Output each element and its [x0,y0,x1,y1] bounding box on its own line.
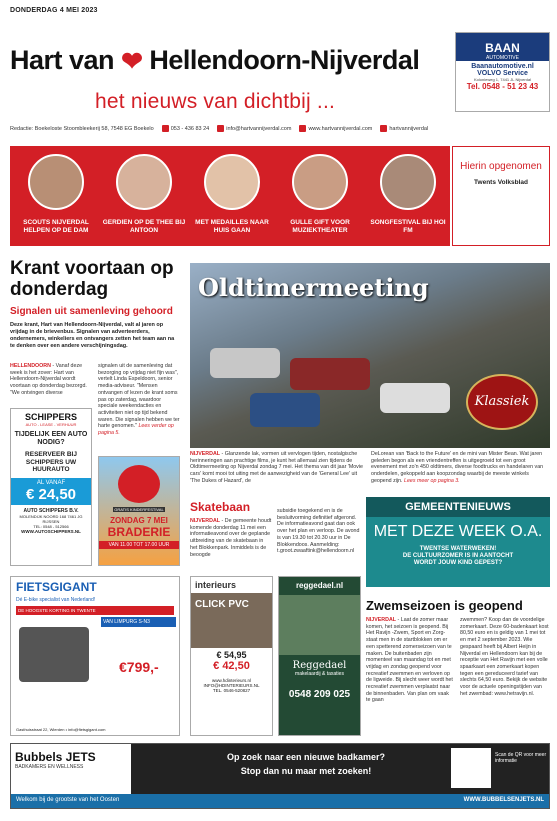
lead-more-link[interactable]: Lees verder op pagina 5. [98,423,174,437]
schippers-company: AUTO SCHIPPERS B.V. [23,507,79,514]
schippers-cta: RESERVEER BIJ SCHIPPERS UW HUURAUTO [25,451,77,473]
baan-url: Baanautomotive.nl [471,63,534,70]
gem-l2: DE CULTUURZOMER IS IN AANTOCHT [402,553,514,559]
zwem-c1-text: - Laat de zomer maar komen, het seizoen is geopend. Bij Het Ravijn -Zwem, Sport en Zorg- staat men in de startblokken om er een spetterend zomerseizoen van te maken. De buitenbaden zijn momenteel van maandag tot en met vrijdag en zondag geopend voor recreatief zwemmen en verloven op de ligweide. Bij slecht weer wordt het recreatief zwemmen verplaatst naar de binnenbaden. Van plan om vaak te gaan [366,617,453,704]
masthead[interactable] [10,45,419,77]
hd-price2: € 42,50 [213,660,250,672]
schippers-q: TIJDELIJK EEN AUTO NODIG? [14,431,88,446]
social-item[interactable] [380,125,428,132]
gemeentenieuws-ad[interactable] [366,497,550,587]
bubbels-web[interactable]: WWW.BUBBELSENJETS.NL [463,797,544,803]
skate-col1 [190,518,272,558]
regg-name: Reggedael [292,660,347,671]
character-image [118,465,160,503]
lead-dateline: HELLENDOORN [10,363,51,369]
braderie-line1: ZONDAG 7 MEI [110,516,168,525]
teaser-caption: GERDIEN OP DE THEE BIJ ANTOON [102,219,186,234]
car-image [290,358,370,390]
car-image [250,393,320,427]
main-more-link[interactable]: Lees meer op pagina 3. [404,477,460,484]
fiets-promo: VAN LIMPURG S-N3 [101,617,176,627]
bubbels-brand: Bubbels JETS [15,750,96,764]
bubbels-qr-text: Scan de QR voor meer informatie [495,752,547,764]
web-text[interactable]: www.hartvannijverdal.com [308,125,373,132]
schippers-web[interactable]: WWW.AUTOSCHIPPERS.NL [21,528,81,534]
price-pre: AL VANAF [36,479,66,486]
skate-col2: subsidie toegekend en is de besluitvorming definitief afgerond. De informatieavond gaat dan ook over het plan en verloop. De avond is van 19.30 tot 20.30 uur in De Blokkendoos. Aanmelding: t.groot.zwaaftink@hellendoorn.nl [277,508,360,555]
teaser-band [10,146,450,246]
schippers-logo: SCHIPPERS [11,409,91,422]
heart-icon: ❤ [121,46,143,76]
baan-address: Kolonieweg 1, 7441 JL Nijverdal [474,77,531,82]
phone-item [162,125,210,132]
hierin-line2: Twents Volksblad [474,179,528,186]
baan-tel: Tel. 0548 - 51 23 43 [466,82,539,91]
car-image [210,348,280,378]
bubbels-logo [11,744,131,794]
masthead-left: Hart van [10,45,115,75]
bubbels-tag: BADKAMERS EN WELLNESS [15,764,84,770]
teaser-photo [292,154,348,210]
hd-tel: TEL. 0546-520827 [212,688,251,693]
teaser-photo [28,154,84,210]
teaser-caption: MET MEDAILLES NAAR HUIS GAAN [195,219,269,234]
house-image [279,595,360,655]
hd-web[interactable]: www.hdinterieurs.nl [211,678,252,683]
teaser-caption: GULLE GIFT VOOR MUZIEKTHEATER [290,219,350,234]
main-caption-right-text: DeLorean van 'Back to the Future' en de mini van Mister Bean. Wat jaren geleden begon als een vriendentreffen is uitgegroeid tot een groot evenement met zo'n 450 oldtimers, diverse foodtrucks en handelaren van onderdelen, gekoppeld aan koopzondag waarbij de meeste winkels geopend zijn. [371,451,544,484]
baan-ad[interactable] [455,32,550,112]
bubbels-promo2: Stop dan nu maar met zoeken! [240,766,372,776]
teaser-3[interactable] [190,154,274,235]
teaser-4[interactable] [278,154,362,235]
braderie-tag: GRATIS KINDERFESTIVAL [114,507,164,512]
hd-price1: € 54,95 [216,650,247,660]
baan-logo [456,33,549,61]
price: € 24,50 [25,485,77,503]
klassiek-badge: Klassiek [466,374,538,430]
skate-dateline: NIJVERDAL [190,518,221,524]
hd-floor-image [191,593,272,648]
fiets-banner: DE HOOGSTE KORTING IN TWENTE [16,606,174,615]
regg-tel: 0548 209 025 [288,689,351,700]
hierin-box [452,146,550,246]
teaser-caption: SONGFESTIVAL BIJ HOI FM [370,219,446,234]
schippers-ad[interactable] [10,408,92,566]
skate-c1-text: - De gemeente houdt komende donderdag 11 mei een informatieavond over de geplande uitbreiding van de skatebaan in het Blokkenpark. Inmiddels is de beoogde [190,518,272,558]
schippers-tel: TEL: 0548 - 512566 [33,523,69,529]
main-caption-left [190,451,365,485]
zwem-col2: zwemmen? Koop dan de voordelige zomerkaart. Deze 60-badenkaart kost 80,50 euro en is geldig van 1 mei tot en met 2 september 2023. Wie gespaard heeft bij Albert Heijn in Nijverdal en Hellendoorn kan bij de receptie van Het Ravijn met een volle spaarkaart een zomerkaart kopen tegen een gereduceerd tarief van slechts 64,50 euro. Bekijk de website voor de actuele openingstijden van het zwembad: www.hetravijn.nl. [460,617,549,697]
baan-sub: AUTOMOTIVE [486,55,519,61]
lead-col2-text: signalen uit de samenleving dat bezorging op vrijdag niet fijn was", vertelt Linda Espeldoorn, senior media-adviseur. "Mensen ontvangen of lezen de krant soms pas op zaterdag, waardoor speciale weekendacties en activiteiten niet op tijd bekend waren. Die signalen hebben we ter harte genomen." [98,363,180,430]
email-text[interactable]: info@hartvannijverdal.com [226,125,292,132]
phone-icon [162,125,169,132]
bubbels-footer [11,794,549,808]
fiets-price: €799,- [119,659,159,675]
baan-name: BAAN [485,41,520,55]
zwem-col1 [366,617,454,704]
fietsgigant-ad[interactable] [10,576,180,736]
teaser-2[interactable] [102,154,186,235]
email-item[interactable] [217,125,291,132]
gem-l3: WORDT JOUW KIND GEPEST? [413,560,503,566]
bubbels-welcome: Welkom bij de grootste van het Oosten [16,797,120,803]
issue-date: DONDERDAG 4 MEI 2023 [10,7,98,14]
gem-l1: TWENTSE WATERWEKEN! [419,546,497,552]
teaser-1[interactable] [14,154,98,235]
fiets-tag: Dé E-bike specialist van Nederland! [16,597,96,603]
braderie-ad[interactable] [98,456,180,566]
main-dateline: NIJVERDAL [190,451,221,457]
masthead-right: Hellendoorn-Nijverdal [149,45,420,75]
lead-subtitle: Signalen uit samenleving gehoord [10,306,173,317]
bubbels-ad[interactable] [10,743,550,809]
braderie-line2: BRADERIE [107,525,171,539]
contact-bar [10,125,550,132]
schippers-tag: AUTO - LEASE - VERHUUR [25,422,77,427]
fiets-addr: Gasthuisstraat 22, Wierden • info@fietsgigant.com [16,727,106,732]
mail-icon [217,125,224,132]
gem-title: GEMEENTENIEUWS [366,497,550,517]
bike-image [19,627,89,682]
hierin-line1: Hierin opgenomen [460,161,542,172]
main-caption-left-text: - Glanzende lak, vormen uit vervlogen tijden, nostalgische herinneringen aan prachtige films, je kunt het allemaal zien tijdens de Oldtimermeeting op Nijverdal zondag 7 mei. Het thema van dit jaar 'Movie cars' komt mooi tot uiting met de aanwezigheid van de 'General Lee' uit 'The Dukes of Hazard', de [190,451,363,484]
teaser-caption: SCOUTS NIJVERDAL HELPEN OP DE DAM [23,219,89,234]
globe-icon [299,125,306,132]
web-item[interactable] [299,125,372,132]
facebook-icon [380,125,387,132]
hd-brand: interieurs [195,580,237,590]
gem-sub: MET DEZE WEEK O.A. [373,523,543,540]
qr-code-icon[interactable] [451,748,491,788]
hd-interieurs-ad[interactable] [190,576,273,736]
hd-tag: CLICK PVC [195,599,249,610]
zwem-title: Zwemseizoen is geopend [366,598,523,613]
lead-headline: Krant voortaan op donderdag [10,258,174,300]
car-image [380,383,450,413]
braderie-line3: VAN 11.00 TOT 17.00 UUR [99,541,179,549]
fiets-brand: FIETSGIGANT [16,580,97,594]
lead-col1-text: - Vanaf deze week is het zover: Hart van Hellendoorn-Nijverdal wordt voortaan op donderdag bezorgd. "We ontvingen diverse [10,363,87,396]
hd-email[interactable]: INFO@HDINTERIEURS.NL [203,683,260,688]
schippers-addr: MOLENDIJK NOORD 168 7461 JG RIJSSEN [19,513,83,524]
bubbels-promo1: Op zoek naar een nieuwe badkamer? [226,752,386,762]
teaser-photo [116,154,172,210]
lead-col1 [10,363,92,397]
baan-volvo: VOLVO Service [477,70,528,77]
regg-sub: makelaardij & taxaties [295,671,344,677]
slogan: het nieuws van dichtbij ... [95,90,336,113]
regg-url[interactable]: reggedael.nl [295,581,344,590]
lead-intro: Deze krant, Hart van Hellendoorn-Nijverdal, valt al jaren op vrijdag in de brievenbus. Signalen van adverteerders, ondernemers, winkeliers en ontvangers zetten het team aan na te denken over een andere verschijningsdag. [10,322,175,349]
lead-col2 [98,363,180,437]
photo-title: Oldtimermeeting [198,273,429,302]
social-text[interactable]: hartvannijverdal [389,125,429,132]
redactie: Redactie: Boekeloste Stoombleekerij 58, 7548 EG Boekelo [10,125,154,132]
zwem-dateline: NIJVERDAL [366,617,397,623]
oldtimer-photo[interactable] [190,263,550,448]
schippers-price-box [11,478,91,505]
teaser-5[interactable] [366,154,450,235]
reggedael-ad[interactable] [278,576,361,736]
main-caption-right [371,451,550,485]
skate-title: Skatebaan [190,500,251,514]
teaser-photo [204,154,260,210]
phone-text: 053 - 436 83 24 [170,125,210,132]
teaser-photo [380,154,436,210]
